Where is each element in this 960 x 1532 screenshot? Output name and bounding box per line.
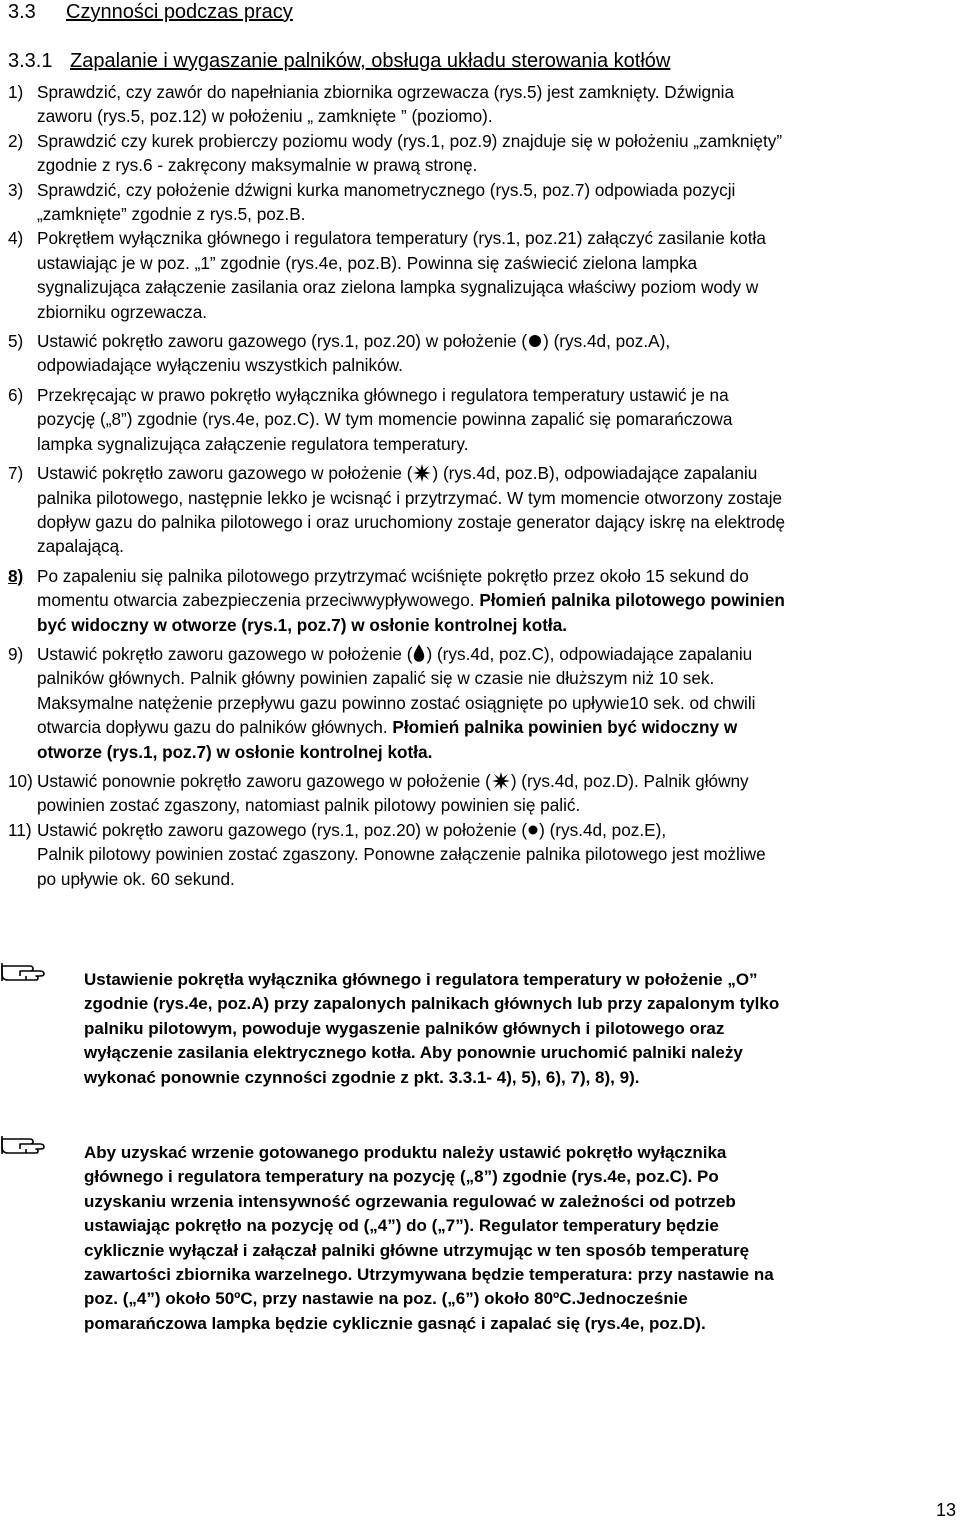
step-bold-line: być widoczny w otworze (rys.1, poz.7) w osłonie kontrolnej kotła.: [37, 614, 568, 635]
step-number: 1): [8, 82, 24, 102]
step-line: sygnalizująca załączenie zasilania oraz zielona lampka sygnalizująca właściwy poziom wody w: [37, 277, 759, 298]
step-number: 2): [8, 130, 24, 151]
note-line: wyłączenie zasilania elektrycznego kotła. Aby ponownie uruchomić palniki należy: [84, 1043, 743, 1063]
step-text: Ustawić ponownie pokrętło zaworu gazowego w położenie (: [37, 770, 491, 791]
note-line: uzyskaniu wrzenia intensywność ogrzewania regulować w zależności od potrzeb: [84, 1191, 736, 1211]
step-5: [8, 329, 958, 378]
step-bold-text: Płomień palnika powinien być widoczny w: [392, 717, 738, 738]
note-line: Ustawienie pokrętła wyłącznika głównego i regulatora temperatury w położenie „O”: [84, 970, 758, 989]
step-line: Maksymalne natężenie przepływu gazu powinno zostać osiągnięte po upływie10 sek. od chwili: [37, 692, 756, 713]
step-line: „zamknięte” zgodnie z rys.5, poz.B.: [37, 204, 306, 225]
step-bold-text: Płomień palnika pilotowego powinien: [479, 590, 785, 611]
step-11: [8, 818, 958, 891]
step-3: [8, 178, 958, 227]
step-1: [8, 80, 958, 129]
step-text: Ustawić pokrętło zaworu gazowego w położenie (: [37, 643, 413, 664]
note-block: [84, 968, 959, 1090]
step-number: 10): [8, 770, 33, 791]
subsection-heading: [8, 50, 670, 73]
step-line: ustawiając je w poz. „1” zgodnie (rys.4e, poz.B). Powinna się zaświecić zielona lampka: [37, 252, 698, 273]
section-heading: [8, 1, 293, 24]
step-line: pozycję („8”) zgodnie (rys.4e, poz.C). W tym momencie powinna zapalić się pomarańczowa: [37, 409, 733, 430]
step-line: Po zapaleniu się palnika pilotowego przytrzymać wciśnięte pokrętło przez około 15 sekund do: [37, 565, 749, 586]
step-line: zbiorniku ogrzewacza.: [37, 301, 208, 322]
note-line: zgodnie (rys.4e, poz.A) przy zapalonych palnikach głównych lub przy zapalonym tylko: [84, 994, 780, 1014]
flame-drop-icon: [412, 642, 426, 664]
step-7: [8, 461, 958, 559]
step-number: 3): [8, 179, 24, 200]
step-number: 7): [8, 463, 24, 484]
section-title: Czynności podczas pracy: [66, 1, 293, 23]
step-line: palnika pilotowego, następnie lekko je wcisnąć i przytrzymać. W tym momencie otworzony zostaje: [37, 487, 783, 508]
note-line: głównego i regulatora temperatury na pozycję („8”) zgodnie (rys.4e, poz.C). Po: [84, 1167, 719, 1187]
step-4: [8, 226, 958, 324]
step-line: zaworu (rys.5, poz.12) w położeniu „ zamknięte ” (poziomo).: [37, 106, 493, 127]
note-line: cyklicznie wyłączał i załączał palniki główne utrzymując w ten sposób temperaturę: [84, 1240, 750, 1260]
step-line: Sprawdzić, czy zawór do napełniania zbiornika ogrzewacza (rys.5) jest zamknięty. Dźwignia: [37, 82, 735, 102]
step-text: otwarcia dopływu gazu do palników głównych.: [37, 717, 388, 738]
subsection-number: 3.3.1: [8, 50, 53, 72]
page-number: 13: [935, 1500, 956, 1520]
note-line: palniku pilotowym, powoduje wygaszenie palników głównych i pilotowego oraz: [84, 1018, 725, 1038]
note-line: ustawiając pokrętło na pozycję od („4”) do („7”). Regulator temperatury będzie: [84, 1216, 719, 1236]
note-line: pomarańczowa lampka będzie cyklicznie gasnąć i zapalać się (rys.4e, poz.D).: [84, 1313, 706, 1333]
step-line: odpowiadające wyłączeniu wszystkich palników.: [37, 355, 403, 376]
note-block: [84, 1141, 959, 1336]
step-number: 8): [8, 565, 24, 586]
note-line: zawartości zbiornika warzelnego. Utrzymywana będzie temperatura: przy nastawie na: [84, 1265, 774, 1285]
step-bold-line: otworze (rys.1, poz.7) w osłonie kontrolnej kotła.: [37, 741, 433, 762]
filled-dot-icon: [527, 824, 539, 836]
step-line: po upływie ok. 60 sekund.: [37, 868, 235, 889]
step-line: lampka sygnalizująca załączenie regulatora temperatury.: [37, 433, 469, 454]
step-line: palników głównych. Palnik główny powinien zapalić się w czasie nie dłuższym niż 10 sek.: [37, 668, 715, 689]
pointing-hand-icon: [0, 960, 50, 982]
step-number: 6): [8, 384, 24, 405]
step-text: momentu otwarcia zabezpieczenia przeciwwypływowego.: [37, 590, 475, 611]
step-text: Ustawić pokrętło zaworu gazowego (rys.1, poz.20) w położenie (: [37, 819, 528, 840]
step-9: [8, 642, 958, 764]
star-flame-icon: [412, 463, 432, 483]
step-8: [8, 564, 958, 637]
step-2: [8, 129, 958, 178]
star-flame-icon: [491, 771, 511, 791]
section-number: 3.3: [8, 1, 36, 23]
step-6: [8, 383, 958, 456]
step-line: Przekręcając w prawo pokrętło wyłącznika głównego i regulatora temperatury ustawić je na: [37, 384, 729, 405]
step-line: Pokrętłem wyłącznika głównego i regulatora temperatury (rys.1, poz.21) załączyć zasilanie kotła: [37, 228, 766, 249]
filled-dot-icon: [527, 333, 543, 349]
pointing-hand-icon: [0, 1133, 50, 1155]
step-line: Palnik pilotowy powinien zostać zgaszony. Ponowne załączenie palnika pilotowego jest możliwe: [37, 844, 766, 865]
step-number: 4): [8, 228, 24, 249]
step-number: 11): [8, 819, 32, 840]
step-line: zgodnie z rys.6 - zakręcony maksymalnie w prawą stronę.: [37, 155, 478, 176]
step-line: zapalającą.: [37, 536, 124, 557]
step-text: ) (rys.4d, poz.E),: [539, 819, 667, 840]
step-text: ) (rys.4d, poz.D). Palnik główny: [510, 770, 749, 791]
step-text: ) (rys.4d, poz.C), odpowiadające zapalaniu: [426, 643, 753, 664]
subsection-title: Zapalanie i wygaszanie palników, obsługa układu sterowania kotłów: [70, 50, 671, 72]
note-line: poz. („4”) około 50ºC, przy nastawie na poz. („6”) około 80ºC.Jednocześnie: [84, 1289, 688, 1309]
step-text: ) (rys.4d, poz.A),: [543, 331, 671, 352]
note-line: Aby uzyskać wrzenie gotowanego produktu należy ustawić pokrętło wyłącznika: [84, 1143, 727, 1162]
step-text: ) (rys.4d, poz.B), odpowiadające zapalaniu: [432, 463, 758, 484]
step-number: 5): [8, 331, 24, 352]
step-line: powinien zostać zgaszony, natomiast palnik pilotowy powinien się palić.: [37, 795, 581, 816]
step-line: Sprawdzić czy kurek probierczy poziomu wody (rys.1, poz.9) znajduje się w położeniu „zamknięty”: [37, 130, 783, 151]
step-number: 9): [8, 643, 24, 664]
step-text: Ustawić pokrętło zaworu gazowego (rys.1, poz.20) w położenie (: [37, 331, 528, 352]
note-line: wykonać ponownie czynności zgodnie z pkt. 3.3.1- 4), 5), 6), 7), 8), 9).: [84, 1067, 640, 1087]
step-line: Sprawdzić, czy położenie dźwigni kurka manometrycznego (rys.5, poz.7) odpowiada pozycji: [37, 179, 736, 200]
step-text: Ustawić pokrętło zaworu gazowego w położenie (: [37, 463, 413, 484]
step-10: [8, 769, 958, 818]
step-line: dopływ gazu do palnika pilotowego i oraz uruchomiony zostaje generator dający iskrę na elektrodę: [37, 511, 786, 532]
steps-list: [8, 80, 958, 891]
